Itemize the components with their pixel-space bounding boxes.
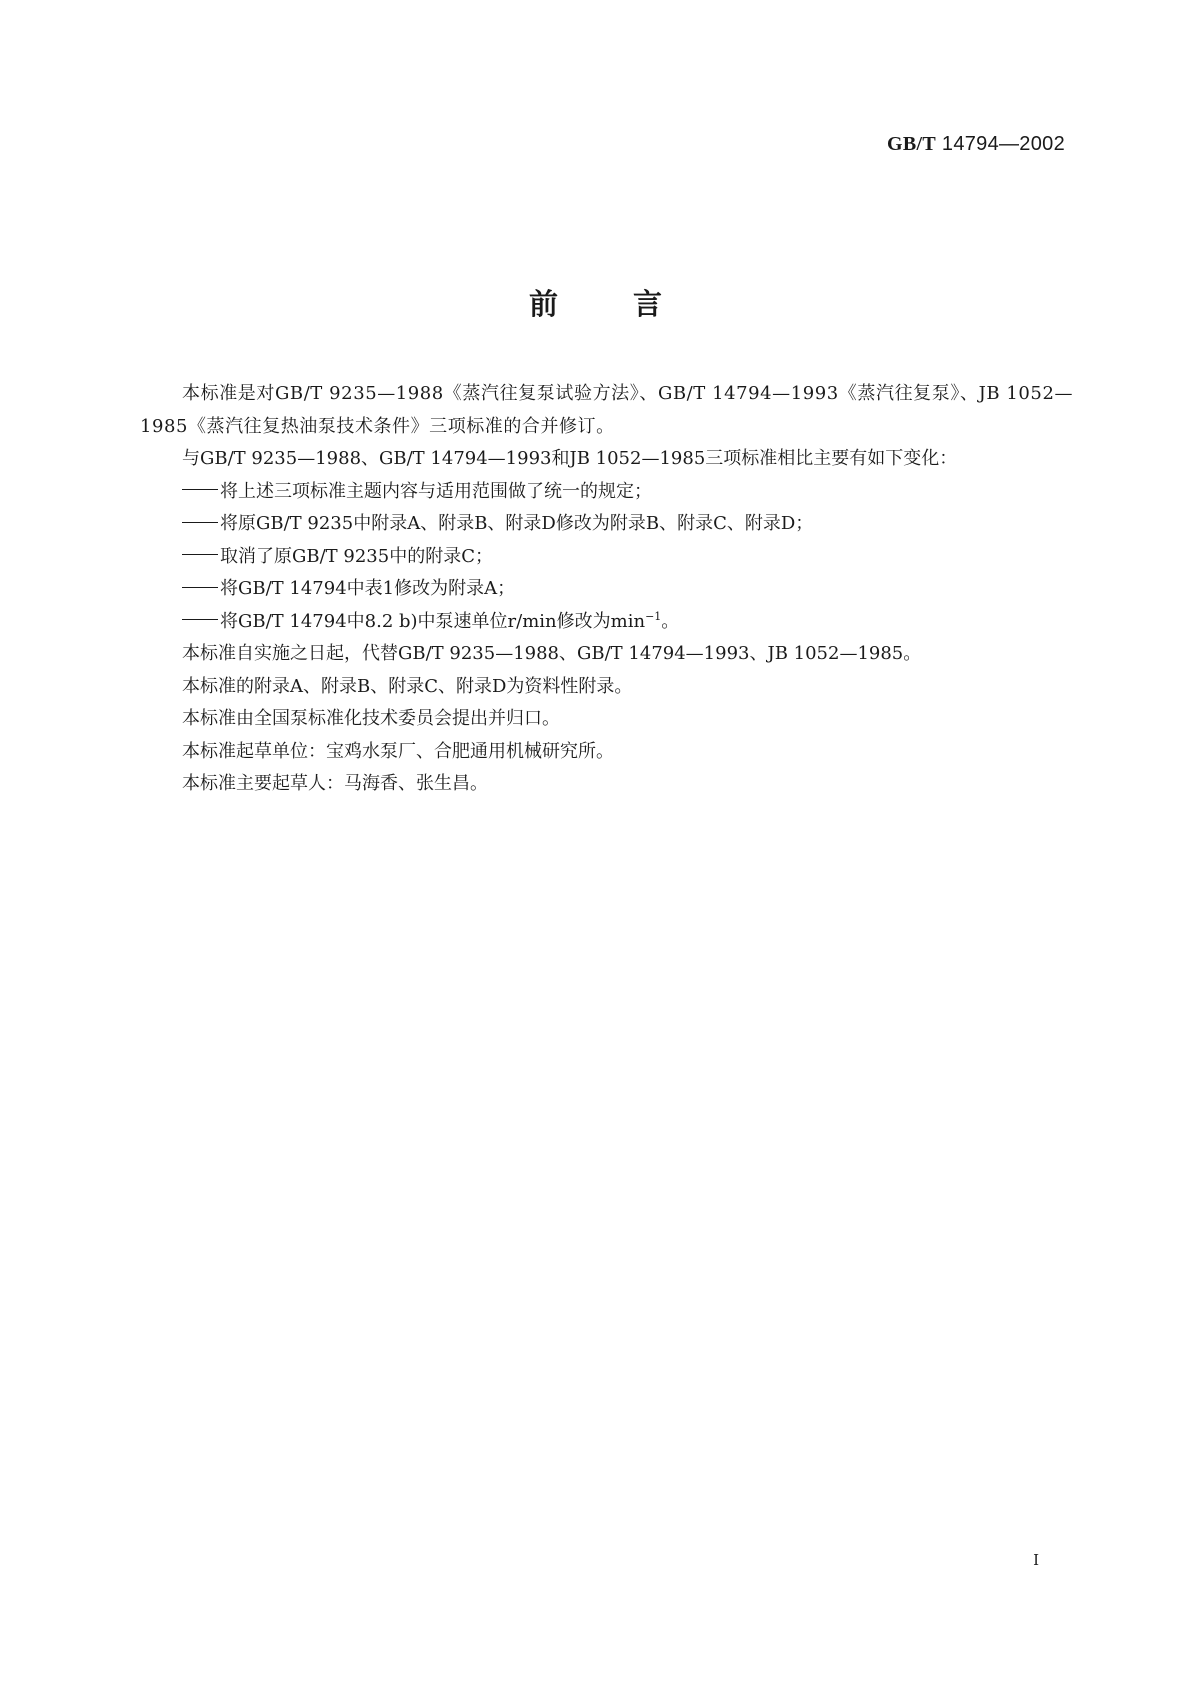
standard-number: 14794—2002: [941, 133, 1065, 155]
drafters-paragraph: 本标准主要起草人：马海香、张生昌。: [182, 773, 488, 794]
dash-mark: [182, 619, 218, 620]
dash-mark: [182, 587, 218, 588]
page-number: I: [1033, 1551, 1039, 1569]
superscript-exponent: −1: [645, 609, 662, 623]
change-item: [140, 606, 1073, 639]
standard-code: [887, 133, 1065, 156]
dash-mark: [182, 489, 218, 490]
dash-mark: [182, 554, 218, 555]
change-item-text: 将原GB/T 9235中附录A、附录B、附录D修改为附录B、附录C、附录D；: [220, 513, 814, 534]
drafting-units-paragraph: 本标准起草单位：宝鸡水泵厂、合肥通用机械研究所。: [182, 740, 614, 762]
appendices-paragraph: 本标准的附录A、附录B、附录C、附录D为资料性附录。: [182, 675, 633, 697]
change-item: [140, 541, 1073, 574]
dash-mark: [182, 522, 218, 523]
document-body: [140, 378, 1073, 801]
change-item-text: 将GB/T 14794中8.2 b)中泵速单位r/min修改为min: [220, 610, 646, 632]
change-item-text: 取消了原GB/T 9235中的附录C；: [220, 545, 493, 567]
proposed-by-paragraph: 本标准由全国泵标准化技术委员会提出并归口。: [182, 708, 560, 729]
intro-paragraph: 本标准是对GB/T 9235—1988《蒸汽往复泵试验方法》、GB/T 14794—1993《蒸汽往复泵》、JB 1052—1985《蒸汽往复热油泵技术条件》三项标准的合并修订。: [140, 383, 1073, 437]
standard-prefix: GB/T: [887, 133, 937, 155]
change-item: [140, 508, 1073, 541]
change-item: [140, 476, 1073, 509]
changes-intro-paragraph: 与GB/T 9235—1988、GB/T 14794—1993和JB 1052—1985三项标准相比主要有如下变化：: [182, 448, 958, 469]
change-item-text: 将上述三项标准主题内容与适用范围做了统一的规定；: [220, 480, 652, 502]
change-item: [140, 573, 1073, 606]
replaces-paragraph: 本标准自实施之日起，代替GB/T 9235—1988、GB/T 14794—1993、JB 1052—1985。: [182, 643, 922, 664]
page-title: 前言: [528, 287, 737, 321]
change-item-text: 将GB/T 14794中表1修改为附录A；: [220, 578, 516, 599]
change-item-end: 。: [661, 610, 680, 632]
